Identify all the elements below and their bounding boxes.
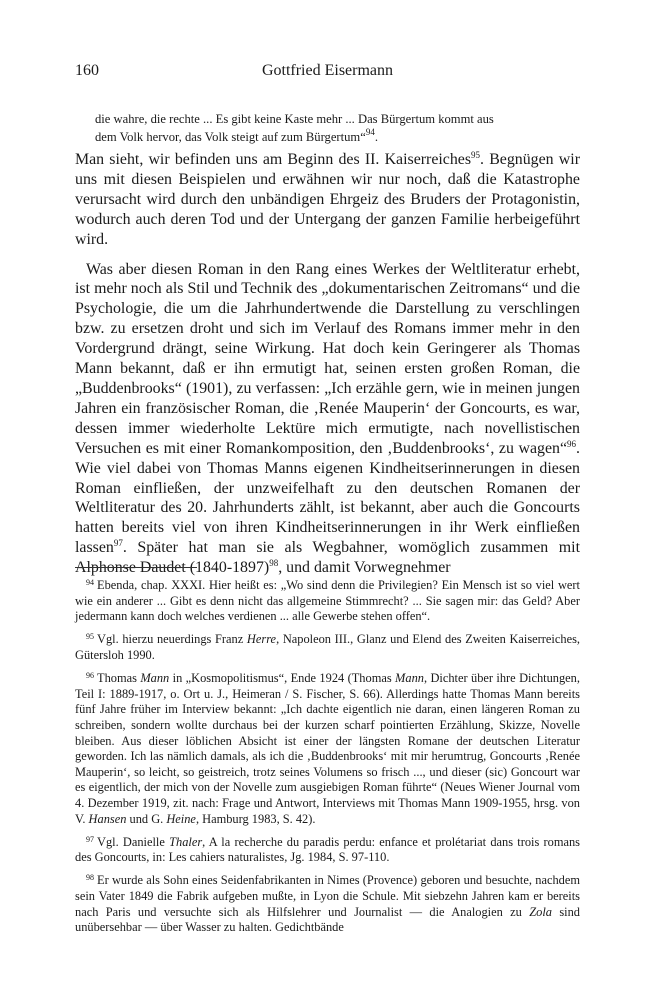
running-head: Gottfried Eisermann — [261, 62, 394, 79]
footnote-number: 94 — [86, 578, 94, 587]
footnote-ref-96[interactable]: 96 — [567, 438, 577, 449]
footnote-text: , Napoleon III., Glanz und Elend des Zweiten Kaiserreiches, Gütersloh 1990. — [75, 632, 580, 662]
footnote-ref-98[interactable]: 98 — [269, 558, 279, 569]
footnote-text: Thomas — [97, 671, 141, 686]
footnote-text: , Hamburg 1983, S. 42). — [195, 811, 316, 826]
author-name: Mann — [395, 671, 424, 686]
footnote-number: 98 — [86, 873, 94, 883]
footnote-text: Er wurde als Sohn eines Seidenfabrikanten in Nimes (Provence) geboren und besuchte, nachdem sein Vater 1849 die Fabrik aufgeben mußte, in Lyon die Schule. Mit siebzehn Jahren kam er bereits nach Paris und versuchte sich als Hilfslehrer und Journalist — die Analogien zu — [75, 873, 580, 919]
footnote-text: sind unübersehbar — über Wasser zu halten. Gedichtbände — [75, 904, 580, 935]
footnote-ref-94[interactable]: 94 — [365, 127, 375, 137]
paragraph-1-text-b: . Begnügen wir uns mit diesen Beispielen und erwähnen wir nur noch, daß die Katastrophe verursacht wird durch den unbändigen Ehrgeiz des Bruders der Protagonistin, wodurch auch deren Tod und der Untergang der ganzen Familie herbeigeführt wird. — [75, 151, 580, 248]
quote-line-2-text: dem Volk hervor, das Volk steigt auf zum Bürgertum“ — [95, 130, 366, 144]
footnote-text: Ebenda, chap. XXXI. Hier heißt es: „Wo sind denn die Privilegien? Ein Mensch ist so viel wert wie ein anderer ... Gibt es denn nicht das allgemeine Stimmrecht? ... Sie sagen mir: das Geld? Aber jedermann kann doch welches verdienen ... alle Gewerbe stehen offen“. — [75, 578, 580, 624]
footnote-97 — [75, 832, 580, 866]
footnote-ref-97[interactable]: 97 — [113, 538, 123, 549]
footnote-ref-95[interactable]: 95 — [471, 150, 481, 160]
footnotes — [75, 567, 580, 940]
block-quote — [95, 110, 580, 146]
page-number: 160 — [75, 62, 99, 79]
author-name: Mann — [140, 671, 170, 686]
page-header — [75, 62, 580, 84]
quote-line-1: die wahre, die rechte ... Es gibt keine Kaste mehr ... Das Bürgertum kommt aus — [95, 112, 494, 126]
paragraph-2-text-b: . Wie viel dabei von Thomas Manns eigenen Kindheitserinnerungen in diesen Roman einfließen, der unzweifelhaft zu den deutschen Romanen der Weltliteratur des 20. Jahrhunderts zählt, ist bekannt, aber auch die Goncourts hatten bereits viel von ihren Kindheitserinnerungen in ihr Werk einfließen lassen — [75, 439, 580, 557]
author-name: Heine — [166, 811, 196, 826]
author-name: Zola — [529, 904, 552, 919]
paragraph-2-text-c: . Später hat man sie als Wegbahner, womöglich zusammen mit Alphonse Daudet (1840-1897) — [75, 539, 580, 577]
footnote-number: 97 — [86, 834, 94, 844]
footnote-number: 95 — [86, 632, 94, 642]
paragraph-1-text-a: Man sieht, wir befinden uns am Beginn des II. Kaiserreiches — [75, 151, 472, 168]
paragraph-2-text-d: , und damit Vorwegnehmer — [278, 559, 451, 577]
footnote-96 — [75, 668, 580, 827]
footnote-98 — [75, 870, 580, 935]
main-text — [75, 150, 580, 588]
quote-end: . — [374, 130, 378, 144]
paragraph-2 — [75, 260, 580, 579]
footnote-text: Vgl. hierzu neuerdings Franz — [97, 632, 247, 647]
paragraph-1 — [75, 150, 580, 250]
quote-line-2 — [95, 128, 580, 146]
paragraph-2-text-a: Was aber diesen Roman in den Rang eines Werkes der Weltliteratur erhebt, ist mehr noch als Stil und Technik des „dokumentarischen Zeitromans“ und die Psychologie, die um die Jahrhundertwende die Darstellung zu verschlingen bzw. zu ersetzen droht und sich im Verlauf des Romans immer mehr in den Vordergrund drängt, seine Wirkung. Hat doch kein Geringerer als Thomas Mann bekannt, daß er ihn ermutigt hat, seinen ersten großen Roman, die „Buddenbrooks“ (1901), zu verfassen: „Ich erzähle gern, wie in meinen jungen Jahren ein französischer Roman, die ‚Renée Mauperin‘ der Goncourts, es war, dessen immer wiederholte Lektüre mich ermutigte, nach novellistischen Versuchen es mit einer Romankomposition, den ‚Buddenbrooks‘, zu wagen“ — [75, 260, 580, 457]
footnote-95 — [75, 629, 580, 663]
author-name: Thaler — [169, 834, 203, 849]
footnote-text: und G. — [126, 811, 167, 826]
author-name: Hansen — [88, 811, 127, 826]
footnote-text: Vgl. Danielle — [97, 834, 170, 849]
author-name: Herre — [246, 632, 277, 647]
footnote-text: in „Kosmopolitismus“, Ende 1924 (Thomas — [169, 671, 396, 686]
footnote-text: , A la recherche du paradis perdu: enfance et prolétariat dans trois romans des Goncourts, in: Les cahiers naturalistes, Jg. 1984, S. 97-110. — [75, 834, 580, 865]
footnote-94 — [75, 575, 580, 625]
footnote-number: 96 — [86, 671, 94, 681]
footnote-text: , Dichter über ihre Dichtungen, Teil I: 1889-1917, o. Ort u. J., Heimeran / S. Fischer, S. 66). Allerdings hatte Thomas Mann bereits fünf Jahre früher im Interview bekannt: „Ich dachte eigentlich nie daran, einen längeren Roman zu schreiben, sondern wollte durchaus bei der kurzen scharf pointierten Erzählung, Skizze, Novelle bleiben. Aus dieser löblichen Absicht ist einer der längsten Romane der deutschen Literatur geworden. Ich las nämlich damals, als ich die ‚Buddenbrooks‘ mit mir herumtrug, Goncourts ‚Renée Mauperin‘, so leicht, so geistreich, trotz seines Volumens so frisch ..., und dieser (sic) Goncourt war es eigentlich, der mich von der Novelle zum ausgiebigen Roman führte“ (Neues Wiener Journal vom 4. Dezember 1919, zit. nach: Frage und Antwort, Interviews mit Thomas Mann 1909-1955, hrsg. von V. — [75, 671, 580, 826]
